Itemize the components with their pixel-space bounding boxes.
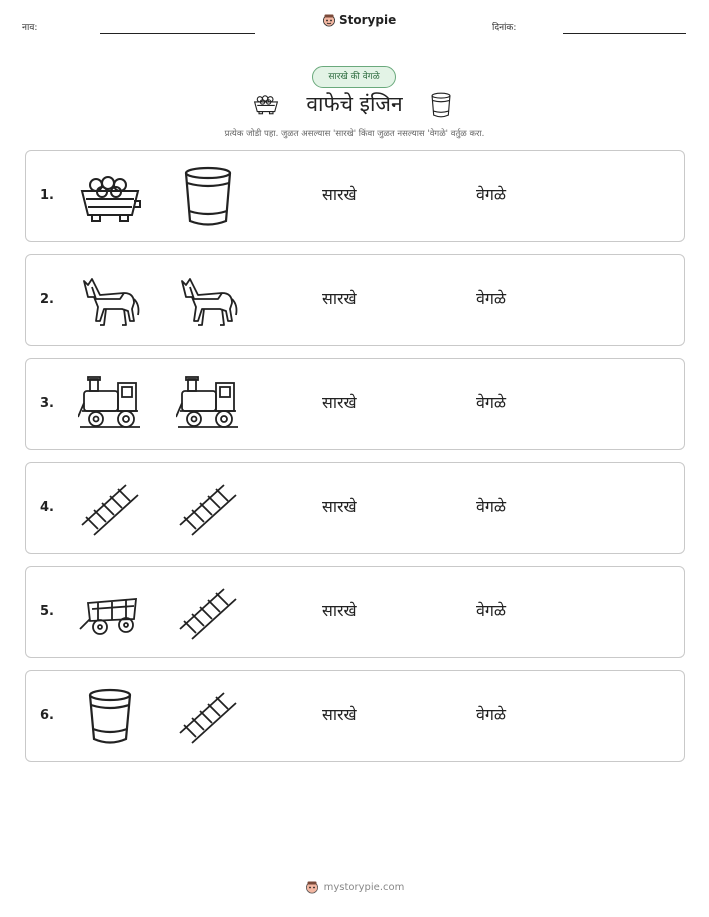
question-list [25, 150, 685, 774]
option-different[interactable]: वेगळे [476, 497, 507, 516]
option-same[interactable]: सारखे [322, 289, 357, 308]
bucket-icon [78, 685, 142, 749]
footer-site[interactable]: mystorypie.com [323, 881, 405, 893]
wagon-icon [78, 581, 142, 645]
rail-track-icon [176, 685, 240, 749]
question-number: 5. [40, 604, 54, 619]
question-row-1 [25, 150, 685, 242]
question-number: 3. [40, 396, 54, 411]
storypie-mascot-icon [322, 13, 336, 27]
brand-logo [322, 13, 396, 27]
worksheet-tag: सारखे की वेगळे [312, 66, 396, 88]
storypie-mascot-icon [305, 880, 319, 894]
option-different[interactable]: वेगळे [476, 289, 507, 308]
steam-locomotive-icon [78, 373, 142, 437]
date-label: दिनांक: [492, 23, 517, 33]
name-line[interactable] [100, 33, 255, 34]
option-same[interactable]: सारखे [322, 601, 357, 620]
horse-icon [78, 269, 142, 333]
question-number: 2. [40, 292, 54, 307]
question-row-3 [25, 358, 685, 450]
date-line[interactable] [563, 33, 686, 34]
rail-track-icon [176, 477, 240, 541]
option-different[interactable]: वेगळे [476, 705, 507, 724]
steam-locomotive-icon [176, 373, 240, 437]
horse-icon [176, 269, 240, 333]
instructions: प्रत्येक जोडी पहा. जुळत असल्यास 'सारखे' किंवा जुळत नसल्यास 'वेगळे' वर्तुळ करा. [224, 129, 485, 139]
rail-track-icon [78, 477, 142, 541]
question-number: 6. [40, 708, 54, 723]
bucket-icon [428, 90, 454, 120]
option-same[interactable]: सारखे [322, 185, 357, 204]
option-same[interactable]: सारखे [322, 497, 357, 516]
bucket-icon [176, 165, 240, 229]
option-same[interactable]: सारखे [322, 393, 357, 412]
question-row-5 [25, 566, 685, 658]
question-row-2 [25, 254, 685, 346]
rail-track-icon [176, 581, 240, 645]
option-same[interactable]: सारखे [322, 705, 357, 724]
question-row-4 [25, 462, 685, 554]
option-different[interactable]: वेगळे [476, 601, 507, 620]
coal-cart-icon [78, 165, 142, 229]
option-different[interactable]: वेगळे [476, 393, 507, 412]
question-number: 4. [40, 500, 54, 515]
option-different[interactable]: वेगळे [476, 185, 507, 204]
brand-name: Storypie [339, 13, 397, 27]
name-label: नाव: [22, 23, 38, 33]
question-row-6 [25, 670, 685, 762]
title-row [0, 88, 709, 122]
question-number: 1. [40, 188, 54, 203]
footer [0, 880, 709, 894]
page-title: वाफेचे इंजिन [306, 92, 403, 116]
